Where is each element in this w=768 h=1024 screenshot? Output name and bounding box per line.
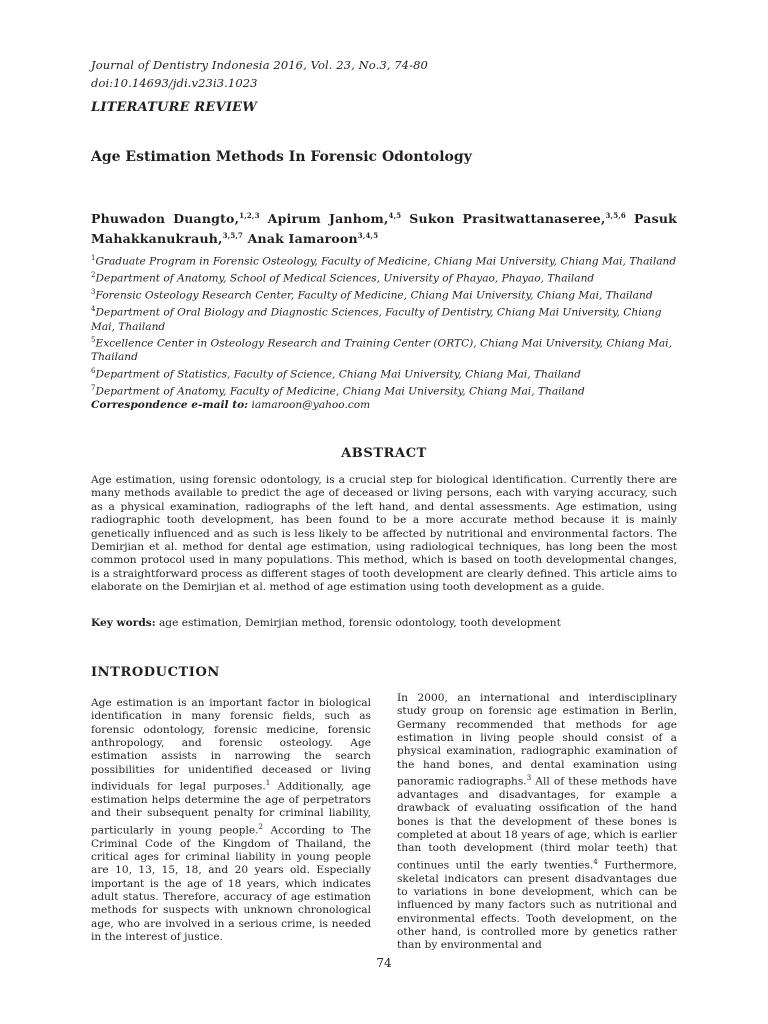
affiliation-item	[91, 286, 677, 303]
citation-marker: 2	[258, 822, 263, 831]
keywords-label: Key words:	[91, 617, 156, 629]
keywords-text: age estimation, Demirjian method, forensic odontology, tooth development	[155, 617, 561, 629]
affiliation-list	[91, 252, 677, 413]
body-text: Additionally, age estimation helps determine the age of perpetrators and their subsequent penalty for criminal liability, particularly in young people.	[91, 780, 371, 837]
affiliation-item	[91, 252, 677, 269]
introduction-left-column	[91, 697, 371, 944]
affiliation-text: Department of Anatomy, School of Medical Sciences, University of Phayao, Phayao, Thailand	[95, 272, 595, 285]
paper-title: Age Estimation Methods In Forensic Odontology	[91, 149, 472, 165]
author-name: Phuwadon Duangto,	[91, 211, 240, 227]
affiliation-number: 4	[91, 305, 96, 314]
affiliation-number: 1	[91, 254, 96, 262]
correspondence	[91, 399, 677, 413]
abstract-heading: ABSTRACT	[341, 446, 427, 461]
affiliation-number: 7	[91, 383, 96, 392]
author-list	[91, 207, 677, 247]
author-affiliation-marker: 1,2,3	[239, 211, 260, 220]
introduction-right-column	[397, 692, 677, 953]
citation-marker: 1	[265, 779, 271, 788]
author-affiliation-marker: 3,4,5	[357, 231, 379, 241]
page-number: 74	[376, 956, 392, 970]
affiliation-text: Graduate Program in Forensic Osteology, Faculty of Medicine, Chiang Mai University, Chiang Mai, Thailand	[95, 255, 677, 268]
author-name: Sukon Prasitwattanaseree,	[401, 211, 606, 227]
author-affiliation-marker: 3,5,7	[222, 231, 244, 241]
author-name: Pasuk Mahakkanukrauh,	[91, 211, 677, 247]
affiliation-item	[91, 269, 677, 286]
affiliation-text: Department of Oral Biology and Diagnostic Sciences, Faculty of Dentistry, Chiang Mai University, Chiang Mai, Thailand	[91, 306, 662, 333]
affiliation-number: 2	[91, 271, 96, 280]
correspondence-email[interactable]: iamaroon@yahoo.com	[248, 399, 371, 412]
body-text: All of these methods have advantages and disadvantages, for example a drawback of evaluating ossification of the hand bones is that the development of these bones is completed at about 18 years of age, which is earlier than tooth development (third molar teeth) that continues until the early twenties.	[397, 775, 677, 872]
affiliation-number: 6	[91, 366, 96, 375]
body-text: In 2000, an international and interdisciplinary study group on forensic age estimation in Berlin, Germany recommended that methods for age estimation in living people should consist of a physical examination, radiographic examination of the hand bones, and dental examination using panoramic radiographs.	[397, 692, 677, 788]
correspondence-label: Correspondence e-mail to:	[91, 399, 249, 412]
affiliation-text: Department of Statistics, Faculty of Science, Chiang Mai University, Chiang Mai, Thailand	[95, 368, 581, 381]
journal-header	[91, 56, 428, 92]
affiliation-text: Forensic Osteology Research Center, Faculty of Medicine, Chiang Mai University, Chiang Mai, Thailand	[95, 289, 653, 302]
doi: doi:10.14693/jdi.v23i3.1023	[91, 76, 258, 90]
body-text: Age estimation is an important factor in biological identification in many forensic fields, such as forensic odontology, forensic medicine, forensic anthropology, and forensic osteology. Age estimation assists in narrowing the search possibilities for unidentified deceased or living individuals for legal purposes.	[91, 697, 371, 793]
affiliation-item	[91, 334, 677, 365]
affiliation-text: Excellence Center in Osteology Research and Training Center (ORTC), Chiang Mai University, Chiang Mai, Thailand	[91, 337, 672, 364]
keywords	[91, 616, 677, 630]
body-text: According to The Criminal Code of the Kingdom of Thailand, the critical ages for criminal liability in young people are 10, 13, 15, 18, and 20 years old. Especially important is the age of 18 years, which indicates adult status. Therefore, accuracy of age estimation methods for suspects with unknown chronological age, who are involved in a serious crime, is needed in the interest of justice.	[91, 824, 371, 943]
introduction-heading: INTRODUCTION	[91, 665, 220, 680]
abstract-text: Age estimation, using forensic odontology, is a crucial step for biological identification. Currently there are many methods available to predict the age of deceased or living persons, each with varying accuracy, such as a physical examination, radiographs of the left hand, and dental assessments. Age estimation, using radiographic tooth development, has been found to be a more accurate method because it is mainly genetically influenced and as such is less likely to be affected by nutritional and environmental factors. The Demirjian et al. method for dental age estimation, using radiological techniques, has long been the most common protocol used in many populations. This method, which is based on tooth developmental changes, is a straightforward process as different stages of tooth development are clearly defined. This article aims to elaborate on the Demirjian et al. method of age estimation using tooth development as a guide.	[91, 474, 678, 594]
affiliation-item	[91, 365, 677, 382]
citation-marker: 4	[593, 857, 598, 866]
article-type: LITERATURE REVIEW	[91, 100, 258, 115]
affiliation-text: Department of Anatomy, Faculty of Medicine, Chiang Mai University, Chiang Mai, Thailand	[95, 385, 585, 398]
author-affiliation-marker: 4,5	[388, 211, 402, 220]
affiliation-item	[91, 382, 677, 399]
citation-marker: 3	[526, 774, 532, 783]
affiliation-number: 3	[91, 288, 96, 297]
affiliation-number: 5	[91, 336, 96, 345]
journal-citation: Journal of Dentistry Indonesia 2016, Vol. 23, No.3, 74-80	[91, 58, 428, 72]
affiliation-item	[91, 303, 677, 334]
author-affiliation-marker: 3,5,6	[605, 211, 627, 220]
body-text: Furthermore, skeletal indicators can present disadvantages due to variations in bone development, which can be influenced by many factors such as nutritional and environmental effects. Tooth development, on the other hand, is controlled more by genetics rather than by environmental and	[397, 859, 677, 952]
author-name: Anak Iamaroon	[243, 231, 358, 247]
author-name: Apirum Janhom,	[259, 211, 389, 227]
